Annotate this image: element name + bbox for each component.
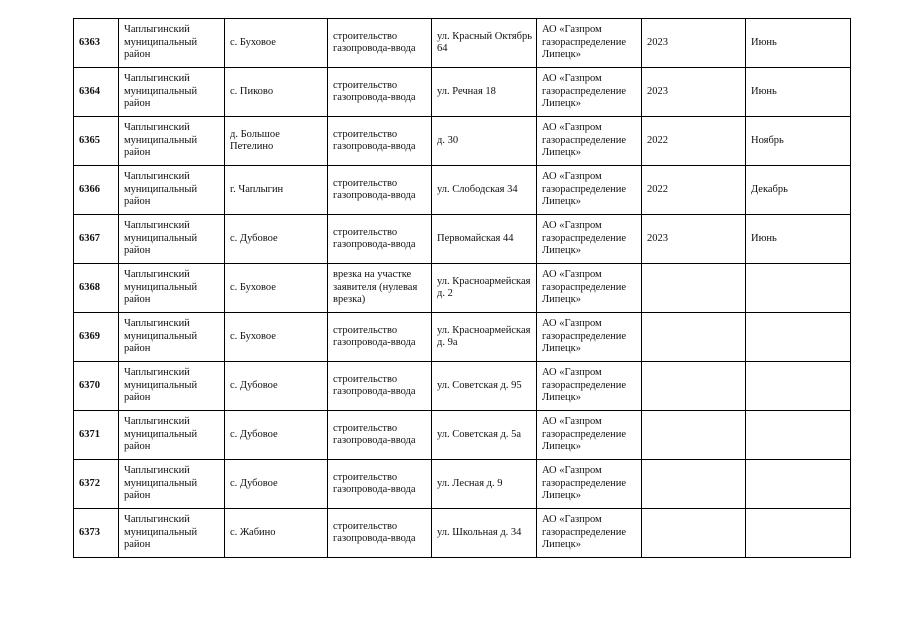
address-cell: ул. Советская д. 95 (432, 362, 537, 411)
table-row (74, 117, 851, 166)
address-cell: ул. Слободская 34 (432, 166, 537, 215)
settlement-cell: с. Дубовое (225, 215, 328, 264)
table-row (74, 362, 851, 411)
organization-cell: АО «Газпром газораспределение Липецк» (537, 411, 642, 460)
table-row (74, 411, 851, 460)
settlement-cell: с. Буховое (225, 19, 328, 68)
district-cell: Чаплыгинский муниципальный район (119, 215, 225, 264)
table-row (74, 68, 851, 117)
work-type-cell: врезка на участке заявителя (нулевая врезка) (328, 264, 432, 313)
row-number-cell: 6369 (74, 313, 119, 362)
work-type-cell: строительство газопровода-ввода (328, 362, 432, 411)
work-type-cell: строительство газопровода-ввода (328, 411, 432, 460)
work-type-cell: строительство газопровода-ввода (328, 509, 432, 558)
settlement-cell: с. Дубовое (225, 460, 328, 509)
table-row (74, 509, 851, 558)
organization-cell: АО «Газпром газораспределение Липецк» (537, 117, 642, 166)
year-cell (642, 509, 746, 558)
settlement-cell: с. Жабино (225, 509, 328, 558)
address-cell: Первомайская 44 (432, 215, 537, 264)
address-cell: ул. Красноармейская д. 9а (432, 313, 537, 362)
year-cell (642, 460, 746, 509)
year-cell (642, 411, 746, 460)
settlement-cell: с. Дубовое (225, 411, 328, 460)
row-number-cell: 6367 (74, 215, 119, 264)
month-cell (746, 264, 851, 313)
row-number-cell: 6363 (74, 19, 119, 68)
table-body (74, 19, 851, 558)
work-type-cell: строительство газопровода-ввода (328, 117, 432, 166)
table-row (74, 19, 851, 68)
row-number-cell: 6372 (74, 460, 119, 509)
settlement-cell: д. Большое Петелино (225, 117, 328, 166)
month-cell (746, 362, 851, 411)
organization-cell: АО «Газпром газораспределение Липецк» (537, 509, 642, 558)
district-cell: Чаплыгинский муниципальный район (119, 509, 225, 558)
address-cell: ул. Лесная д. 9 (432, 460, 537, 509)
work-type-cell: строительство газопровода-ввода (328, 166, 432, 215)
organization-cell: АО «Газпром газораспределение Липецк» (537, 460, 642, 509)
district-cell: Чаплыгинский муниципальный район (119, 19, 225, 68)
organization-cell: АО «Газпром газораспределение Липецк» (537, 19, 642, 68)
work-type-cell: строительство газопровода-ввода (328, 460, 432, 509)
table-row (74, 460, 851, 509)
row-number-cell: 6365 (74, 117, 119, 166)
row-number-cell: 6373 (74, 509, 119, 558)
row-number-cell: 6364 (74, 68, 119, 117)
month-cell (746, 509, 851, 558)
month-cell: Июнь (746, 19, 851, 68)
address-cell: д. 30 (432, 117, 537, 166)
month-cell: Июнь (746, 215, 851, 264)
year-cell: 2022 (642, 166, 746, 215)
district-cell: Чаплыгинский муниципальный район (119, 166, 225, 215)
address-cell: ул. Советская д. 5а (432, 411, 537, 460)
table-row (74, 166, 851, 215)
district-cell: Чаплыгинский муниципальный район (119, 411, 225, 460)
row-number-cell: 6366 (74, 166, 119, 215)
row-number-cell: 6370 (74, 362, 119, 411)
district-cell: Чаплыгинский муниципальный район (119, 362, 225, 411)
settlement-cell: с. Буховое (225, 264, 328, 313)
month-cell: Ноябрь (746, 117, 851, 166)
settlement-cell: с. Буховое (225, 313, 328, 362)
month-cell (746, 411, 851, 460)
organization-cell: АО «Газпром газораспределение Липецк» (537, 313, 642, 362)
work-type-cell: строительство газопровода-ввода (328, 19, 432, 68)
address-cell: ул. Речная 18 (432, 68, 537, 117)
address-cell: ул. Красный Октябрь 64 (432, 19, 537, 68)
year-cell: 2023 (642, 215, 746, 264)
year-cell: 2023 (642, 68, 746, 117)
year-cell: 2023 (642, 19, 746, 68)
organization-cell: АО «Газпром газораспределение Липецк» (537, 264, 642, 313)
work-type-cell: строительство газопровода-ввода (328, 313, 432, 362)
year-cell: 2022 (642, 117, 746, 166)
table-row (74, 264, 851, 313)
table-row (74, 215, 851, 264)
organization-cell: АО «Газпром газораспределение Липецк» (537, 215, 642, 264)
month-cell: Июнь (746, 68, 851, 117)
work-type-cell: строительство газопровода-ввода (328, 68, 432, 117)
table-row (74, 313, 851, 362)
gas-connection-table (73, 18, 851, 558)
row-number-cell: 6368 (74, 264, 119, 313)
address-cell: ул. Школьная д. 34 (432, 509, 537, 558)
work-type-cell: строительство газопровода-ввода (328, 215, 432, 264)
settlement-cell: с. Дубовое (225, 362, 328, 411)
year-cell (642, 264, 746, 313)
organization-cell: АО «Газпром газораспределение Липецк» (537, 166, 642, 215)
month-cell (746, 460, 851, 509)
organization-cell: АО «Газпром газораспределение Липецк» (537, 68, 642, 117)
month-cell: Декабрь (746, 166, 851, 215)
year-cell (642, 362, 746, 411)
district-cell: Чаплыгинский муниципальный район (119, 460, 225, 509)
district-cell: Чаплыгинский муниципальный район (119, 264, 225, 313)
organization-cell: АО «Газпром газораспределение Липецк» (537, 362, 642, 411)
district-cell: Чаплыгинский муниципальный район (119, 117, 225, 166)
month-cell (746, 313, 851, 362)
row-number-cell: 6371 (74, 411, 119, 460)
settlement-cell: с. Пиково (225, 68, 328, 117)
settlement-cell: г. Чаплыгин (225, 166, 328, 215)
district-cell: Чаплыгинский муниципальный район (119, 68, 225, 117)
year-cell (642, 313, 746, 362)
address-cell: ул. Красноармейская д. 2 (432, 264, 537, 313)
district-cell: Чаплыгинский муниципальный район (119, 313, 225, 362)
